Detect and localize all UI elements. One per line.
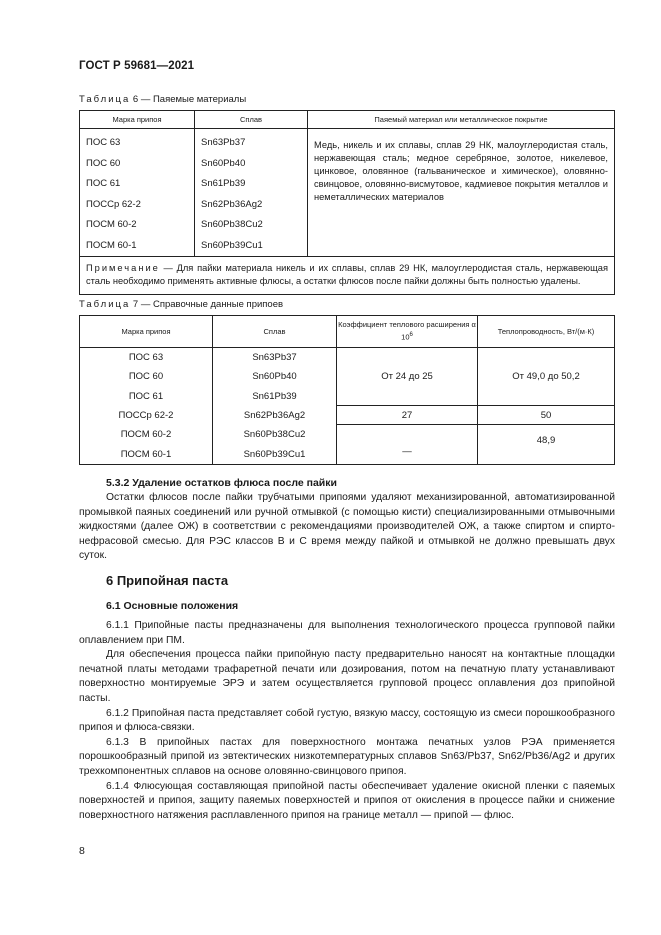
table6-alloy: Sn61Pb39 <box>201 178 246 189</box>
table6-note-text: — Для пайки материала никель и их сплавы, сплав 29 НК, малоуглеродистая сталь, нержавеющая сталь необходимо применять активные флюсы, а остатки флюсов после пайки должны быть полностью удалены. <box>86 263 608 286</box>
table6-alloy: Sn60Pb39Cu1 <box>201 239 263 251</box>
table7-alloy: Sn60Pb38Cu2 <box>243 429 306 441</box>
document-header: ГОСТ Р 59681—2021 <box>79 60 195 72</box>
table7-row2-coef: 27 <box>337 406 478 425</box>
paragraph-6-1-1-cont: Для обеспечения процесса пайки припойную пасту предварительно наносят на контактные площадки печатной платы методами трафаретной печати или дозирования, потом на печатную плату устанавливают поверхностно монтируемые ЭРЭ и затем осуществляется групповой процесс оплавления доз припойной пасты. <box>79 649 615 704</box>
table7-group1-coef: От 24 до 25 <box>337 348 478 406</box>
table6-caption-word: Таблица <box>79 94 131 105</box>
table6-grade: ПОС 61 <box>86 178 121 189</box>
table6-note-label: Примечание <box>86 263 160 273</box>
table7-grade: ПОС 61 <box>128 390 164 402</box>
table6-caption <box>79 94 246 105</box>
table6-header-grade: Марка припоя <box>80 111 195 129</box>
paragraph-6-1-3: 6.1.3 В припойных пастах для поверхностного монтажа печатных узлов РЭА применяется порошкообразный припой из эвтектических низкотемпературных сплавов Sn63/Pb37, Sn62/Pb36/Ag2 и других трехкомпонентных сплавов на основе оловянно-свинцового припоя. <box>79 736 615 777</box>
section-5-3-2-heading: 5.3.2 Удаление остатков флюса после пайки <box>106 477 337 489</box>
table6-grade: ПОС 60 <box>86 157 121 169</box>
table7-caption-title: 7 — Справочные данные припоев <box>132 299 284 310</box>
table7-caption <box>79 299 283 310</box>
table7-alloy: Sn63Pb37 <box>252 352 297 363</box>
table6-alloys-cell <box>195 129 308 257</box>
paragraph-6-1-4: 6.1.4 Флюсующая составляющая припойной пасты обеспечивает удаление окисной пленки с паяемых поверхностей и припоя, защиту паяемых поверхностей и припоя от окисления в процессе пайки и снижение поверхностного натяжения расплавленного припоя на границе металл — припой — флюс. <box>79 780 615 821</box>
table7-group3-alloys <box>213 425 337 465</box>
table7-grade: ПОСМ 60-2 <box>120 429 172 441</box>
table6-grade: ПОСМ 60-2 <box>86 219 137 230</box>
page-number: 8 <box>79 845 85 857</box>
table7-header-coef-text: Коэффициент теплового расширения α 10 <box>338 320 476 342</box>
table6-grade: ПОСМ 60-1 <box>86 239 137 251</box>
table7-group3-conductivity: 48,9 <box>478 425 615 465</box>
table6-caption-title: 6 — Паяемые материалы <box>132 94 247 105</box>
table6-grade: ПОС 63 <box>86 137 121 148</box>
section-6-1-heading: 6.1 Основные положения <box>106 600 239 612</box>
table7-row2-grade: ПОССр 62-2 <box>80 406 213 425</box>
table7-grade: ПОСМ 60-1 <box>120 448 172 460</box>
table6 <box>79 110 615 295</box>
paragraph-6-1-1: 6.1.1 Припойные пасты предназначены для выполнения технологического процесса групповой пайки оплавлением при ПМ. <box>79 620 615 646</box>
section-6-heading: 6 Припойная паста <box>106 573 229 588</box>
table6-alloy: Sn63Pb37 <box>201 137 246 148</box>
table7-group1-alloys <box>213 348 337 406</box>
table7-alloy: Sn60Pb39Cu1 <box>243 448 306 460</box>
table6-alloy: Sn60Pb38Cu2 <box>201 219 263 230</box>
table7-group1-grades <box>80 348 213 406</box>
table6-materials-cell: Медь, никель и их сплавы, сплав 29 НК, малоуглеродистая сталь, нержавеющая сталь; медное серебряное, золотое, никелевое, цинковое, оловянное (гальваническое и химическое), оловянно-свинцовое, оловянно-висмутовое, кадмиевое покрытия металлов и неметаллических материалов <box>308 129 615 257</box>
table7 <box>79 315 615 465</box>
table7-header-coef <box>337 316 478 348</box>
table7-caption-word: Таблица <box>79 299 131 310</box>
table7-header-coef-exp: 6 <box>409 332 413 339</box>
table7-grade: ПОС 60 <box>128 371 164 383</box>
table7-row2-alloy: Sn62Pb36Ag2 <box>213 406 337 425</box>
table7-alloy: Sn60Pb40 <box>252 371 297 383</box>
table6-grade: ПОССр 62-2 <box>86 198 141 210</box>
paragraph-6-1-2: 6.1.2 Припойная паста представляет собой густую, вязкую массу, состоящую из смеси порошкообразного припоя и флюса-связки. <box>79 707 615 734</box>
table7-header-conductivity: Теплопроводность, Вт/(м·К) <box>478 316 615 348</box>
table7-group1-conductivity: От 49,0 до 50,2 <box>478 348 615 406</box>
table7-alloy: Sn61Pb39 <box>252 390 297 402</box>
table6-alloy: Sn60Pb40 <box>201 157 246 169</box>
table6-header-alloy: Сплав <box>195 111 308 129</box>
table6-alloy: Sn62Pb36Ag2 <box>201 198 263 210</box>
table6-header-material: Паяемый материал или металлическое покрытие <box>308 111 615 129</box>
table6-note <box>80 257 615 295</box>
table7-group3-coef: — <box>337 425 478 465</box>
table7-grade: ПОС 63 <box>128 352 164 363</box>
table7-header-grade: Марка припоя <box>80 316 213 348</box>
table6-grades-cell <box>80 129 195 257</box>
table7-group3-grades <box>80 425 213 465</box>
table7-row2-conductivity: 50 <box>478 406 615 425</box>
section-5-3-2-paragraph: Остатки флюсов после пайки трубчатыми припоями удаляют механизированной, автоматизированной промывкой паяных соединений или ручной отмывкой (с помощью кисти) специализированными отмывочными жидкостями (далее ОЖ) в соответствии с рекомендациями производителей ОЖ, а также спиртом и спирто-нефрасовой смесью. Для РЭС классов В и С время между пайкой и отмывкой не должно превышать двух суток. <box>79 492 615 562</box>
section-6-body <box>79 619 615 823</box>
table7-header-alloy: Сплав <box>213 316 337 348</box>
